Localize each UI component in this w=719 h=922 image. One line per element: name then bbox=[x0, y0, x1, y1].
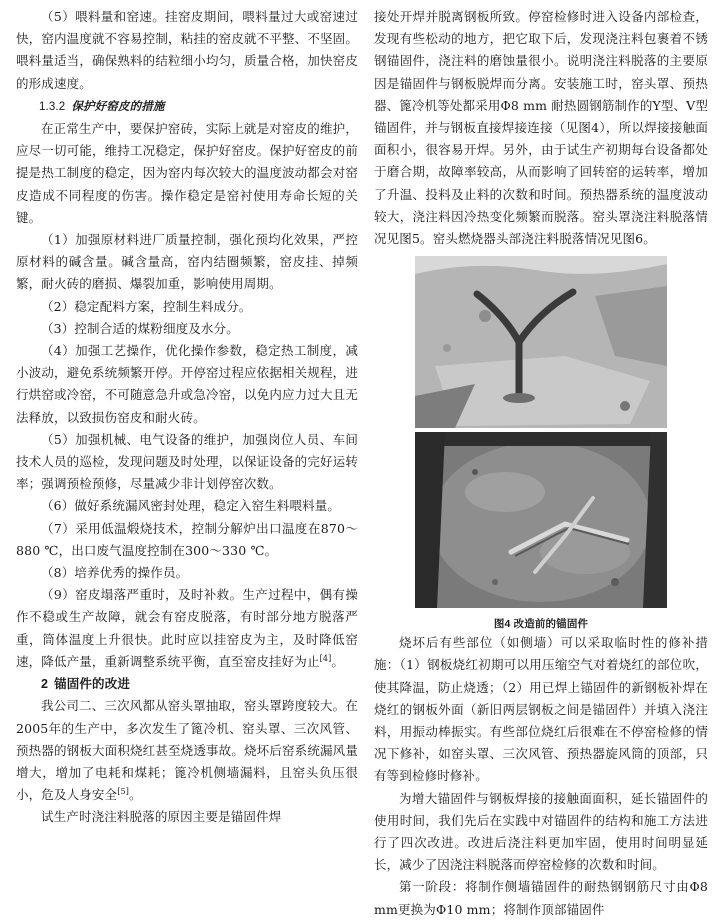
paragraph: 第一阶段：将制作侧墙锚固件的耐热钢钢筋尺寸由Φ8 mm更换为Φ10 mm；将制作顶部锚固件 bbox=[374, 879, 708, 917]
paragraph: （8）培养优秀的操作员。 bbox=[41, 565, 189, 581]
paragraph: 为增大锚固件与钢板焊接的接触面面积，延长锚固件的使用时间，我们先后在实践中对锚固件的结构和施工方法进行了四次改进。改进后浇注料更加牢固，使用时间明显延长，减少了因浇注料脱落而停窑检修的次数和时间。 bbox=[374, 790, 708, 873]
section-title: 锚固件的改进 bbox=[54, 677, 131, 692]
paragraph-end: 。 bbox=[129, 787, 142, 803]
section-number: 1.3.2 bbox=[39, 100, 66, 113]
paragraph: 试生产时浇注料脱落的原因主要是锚固件焊 bbox=[41, 809, 282, 825]
paragraph bbox=[16, 584, 358, 673]
paragraph-text: 我公司二、三次风都从窑头罩抽取，窑头罩跨度较大。在2005年的生产中，多次发生了篦冷机、窑头罩、三次风管、预热器的钢板大面积烧红甚至烧透事故。烧坏后窑系统漏风量增大，增加了电耗和煤耗；篦冷机侧墙漏料，且窑头负压很小，危及人身安全 bbox=[16, 698, 358, 803]
paragraph: 接处开焊并脱离钢板所致。停窑检修时进入设备内部检查，发现有些松动的地方，把它取下后，发现浇注料包裹着不锈钢锚固件，浇注料的磨蚀量很小。说明浇注料脱落的主要原因是锚固件与钢板脱焊而分离。安装施工时，窑头罩、预热器、篦冷机等处都采用Φ8 mm 耐热圆钢筋制作的Y型、V型锚固件，并与钢板直接焊接连接（见图4），所以焊接接触面面积小，很容易开焊。另外，由于试生产初期每台设备都处于磨合期，故障率较高，从而影响了回转窑的运转率，增加了升温、投料及止料的次数和时间。预热器系统的温度波动较大，浇注料因冷热变化频繁而脱落。窑头罩浇注料脱落情况见图5。窑头燃烧器头部浇注料脱落情况见图6。 bbox=[374, 9, 708, 247]
paragraph-end: 。 bbox=[331, 653, 345, 669]
paragraph: （4）加强工艺操作，优化操作参数，稳定热工制度，减小波动，避免系统频繁开停。开停窑过程应依据相关规程，进行烘窑或冷窑，不可随意急升或急冷窑，以免内应力过大且无法释放，以致损伤窑皮和耐火砖。 bbox=[16, 343, 358, 425]
paragraph: （5）喂料量和窑速。挂窑皮期间，喂料量过大或窑速过快，窑内温度就不容易控制，粘挂的窑皮就不平整、不坚固。喂料量适当，确保熟料的结粒细小均匀，质量合格，加快窑皮的形成速度。 bbox=[16, 9, 358, 91]
paragraph: 烧坏后有些部位（如侧墙）可以采取临时性的修补措施：（1）钢板烧红初期可以用压缩空气对着烧红的部位吹，使其降温，防止烧透；（2）用已焊上锚固件的新钢板补焊在烧红的钢板外面（新旧两层钢板之间是锚固件）并填入浇注料，用振动棒振实。有些部位烧红后很难在不停窑检修的情况下修补，如窑头罩、三次风管、预热器旋风筒的顶部，只有等到检修时修补。 bbox=[374, 635, 708, 784]
paragraph: （6）做好系统漏风密封处理，稳定入窑生料喂料量。 bbox=[41, 498, 341, 514]
paragraph: （1）加强原材料进厂质量控制，强化预均化效果，严控原材料的碱含量。碱含量高，窑内结圈频繁，窑皮挂、掉频繁，耐火砖的磨损、爆裂加重，影响使用周期。 bbox=[16, 232, 358, 292]
figure-caption: 图4 改造前的锚固件 bbox=[493, 618, 589, 631]
anchor-photo-y-shaped bbox=[415, 256, 667, 428]
section-heading-2 bbox=[16, 673, 358, 695]
paragraph: （7）采用低温煅烧技术，控制分解炉出口温度在870～880 ℃，出口废气温度控制在300～330 ℃。 bbox=[16, 520, 358, 558]
paragraph: （3）控制合适的煤粉细度及水分。 bbox=[41, 320, 239, 336]
figure-4 bbox=[374, 256, 708, 632]
section-heading-1-3-2 bbox=[16, 95, 358, 118]
paragraph: 在正常生产中，要保护窑砖，实际上就是对窑皮的维护，应尽一切可能，维持工况稳定，保护好窑皮。保护好窑皮的前提是热工制度的稳定，因为窑内每次较大的温度波动都会对窑皮造成不同程度的伤害。操作稳定是窑衬使用寿命长短的关键。 bbox=[16, 121, 358, 225]
paragraph bbox=[16, 695, 358, 806]
right-column bbox=[374, 6, 708, 921]
section-title: 保护好窑皮的措施 bbox=[71, 98, 165, 113]
left-column bbox=[16, 6, 358, 829]
paragraph-text: （9）窑皮塌落严重时，及时补救。生产过程中，偶有操作不稳或生产故障，就会有窑皮脱落，有时部分地方脱落严重，筒体温度上升很快。此时应以挂窑皮为主，及时降低窑速，降低产量，重新调整系统平衡，直至窑皮挂好为止 bbox=[16, 587, 358, 669]
paragraph: （2）稳定配料方案，控制生料成分。 bbox=[41, 298, 252, 314]
reference-mark: [5] bbox=[117, 786, 129, 796]
section-number: 2 bbox=[41, 677, 49, 692]
reference-mark: [4] bbox=[319, 653, 332, 663]
paragraph: （5）加强机械、电气设备的维护，加强岗位人员、车间技术人员的巡检，发现问题及时处理，以保证设备的完好运转率；强调预检预修，尽量减少非计划停窑次数。 bbox=[16, 431, 358, 492]
anchor-photo-v-shaped bbox=[415, 432, 667, 608]
